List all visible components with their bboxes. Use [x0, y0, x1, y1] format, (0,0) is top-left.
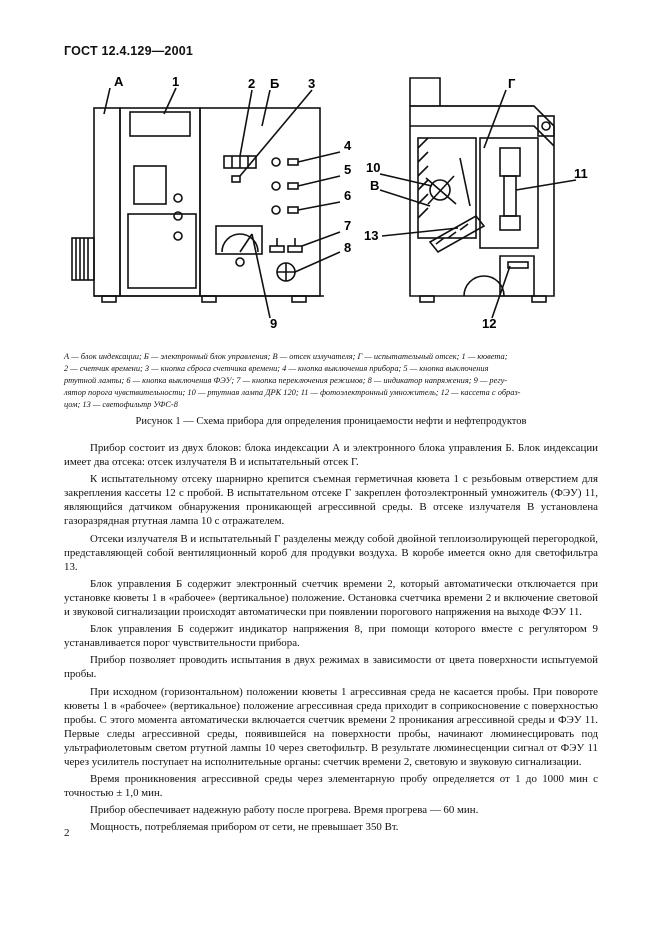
body-text	[64, 441, 598, 837]
legend-line: ртутной лампы; 6 — кнопка выключения ФЭУ; 7 — кнопка переключения режимов; 8 — индикатор напряжения; 9 — регу-	[64, 376, 508, 385]
page-number: 2	[64, 827, 70, 839]
paragraph: Блок управления Б содержит электронный счетчик времени 2, который автоматически отключается при установке кюветы 1 в «рабочее» (вертикальное) положение. Остановка счетчика времени 2 и включение световой и звуковой сигнализации происходят автоматически при появлении порогового напряжения на выходе ФЭУ 11.	[64, 577, 598, 619]
figure-label-12: 12	[482, 316, 497, 331]
paragraph: Прибор позволяет проводить испытания в двух режимах в зависимости от цвета поверхности испытуемой пробы.	[64, 654, 598, 681]
paragraph: Время проникновения агрессивной среды через элементарную пробу определяется от 1 до 1000 мин с точностью ± 1,0 мин.	[64, 773, 598, 800]
figure-label-7: 7	[344, 218, 352, 233]
paragraph: Прибор состоит из двух блоков: блока индексации А и электронного блока управления Б. Блок индексации имеет два отсека: отсек излучателя В и испытательный отсек Г.	[64, 442, 598, 469]
paragraph: Прибор обеспечивает надежную работу после прогрева. Время прогрева — 60 мин.	[90, 804, 479, 817]
figure-label-6: 6	[344, 188, 352, 203]
figure-label-1: 1	[172, 74, 180, 89]
figure-label-8: 8	[344, 240, 352, 255]
figure-label-4: 4	[344, 138, 352, 153]
paragraph: Отсеки излучателя В и испытательный Г разделены между собой двойной теплоизолирующей перегородкой, представляющей собой вентиляционный короб для продувки воздуха. В коробе имеется окно для светофильтра 13.	[64, 532, 598, 573]
figure-label-B: Б	[270, 76, 280, 91]
legend-line: А — блок индексации; Б — электронный блок управления; В — отсек излучателя; Г — испытательный отсек; 1 — кювета;	[64, 352, 508, 361]
figure-label-3: 3	[308, 76, 316, 91]
legend-line: цом; 13 — светофильтр УФС-8	[64, 400, 178, 409]
legend-line: лятор порога чувствительности; 10 — ртутная лампа ДРК 120; 11 — фотоэлектронный умножитель; 12 — кассета с образ-	[64, 388, 521, 397]
legend-line: 2 — счетчик времени; 3 — кнопка сброса счетчика времени; 4 — кнопка выключения прибора; 5 — кнопка выключения	[64, 364, 489, 373]
figure-label-13: 13	[364, 228, 379, 243]
figure-title: Рисунок 1 — Схема прибора для определения проницаемости нефти и нефтепродуктов	[135, 416, 527, 427]
figure-label-A: А	[114, 74, 124, 89]
figure-label-G: Г	[508, 76, 516, 91]
figure-label-11: 11	[574, 166, 588, 181]
paragraph: При исходном (горизонтальном) положении кюветы 1 агрессивная среда не касается пробы. При повороте кюветы 1 в «рабочее» (вертикальное) положение агрессивная среда приходит в соприкосновение с поверхностью пробы. С этого момента автоматически включается счетчик времени 2 проникания агрессивной среды и ФЭУ 11. Первые следы агрессивной среды, появившейся на поверхности пробы, начинают люминесцировать под ультрафиолетовым светом ртутной лампы 10 через светофильтр. В результате люминесценции сигнал от ФЭУ 11 через усилитель поступает на исполнительные органы: счетчик времени 2, световую и звуковую сигнализации.	[64, 685, 598, 768]
paragraph: Блок управления Б содержит индикатор напряжения 8, при помощи которого вместе с регулятором 9 устанавливается порог чувствительности прибора.	[64, 623, 598, 650]
device-schematic-figure	[64, 66, 604, 342]
figure-legend	[64, 351, 598, 411]
paragraph: К испытательному отсеку шарнирно крепится съемная герметичная кювета 1 с резьбовым отверстием для закрепления кассеты 12 с пробой. В испытательном отсеке Г закреплен фотоэлектронный умножитель (ФЭУ) 11, являющийся датчиком обнаружения проникающей агрессивной среды. В отсеке излучателя В установлена газоразрядная ртутная лампа 10 с отражателем.	[64, 473, 598, 528]
device-schematic-drawing	[64, 66, 604, 342]
figure-label-V: В	[370, 178, 380, 193]
figure-label-9: 9	[270, 316, 278, 331]
figure-label-2: 2	[248, 76, 256, 91]
figure-label-5: 5	[344, 162, 352, 177]
document-header: ГОСТ 12.4.129—2001	[64, 44, 194, 58]
figure-label-10: 10	[366, 160, 381, 175]
paragraph: Мощность, потребляемая прибором от сети, не превышает 350 Вт.	[90, 821, 399, 834]
